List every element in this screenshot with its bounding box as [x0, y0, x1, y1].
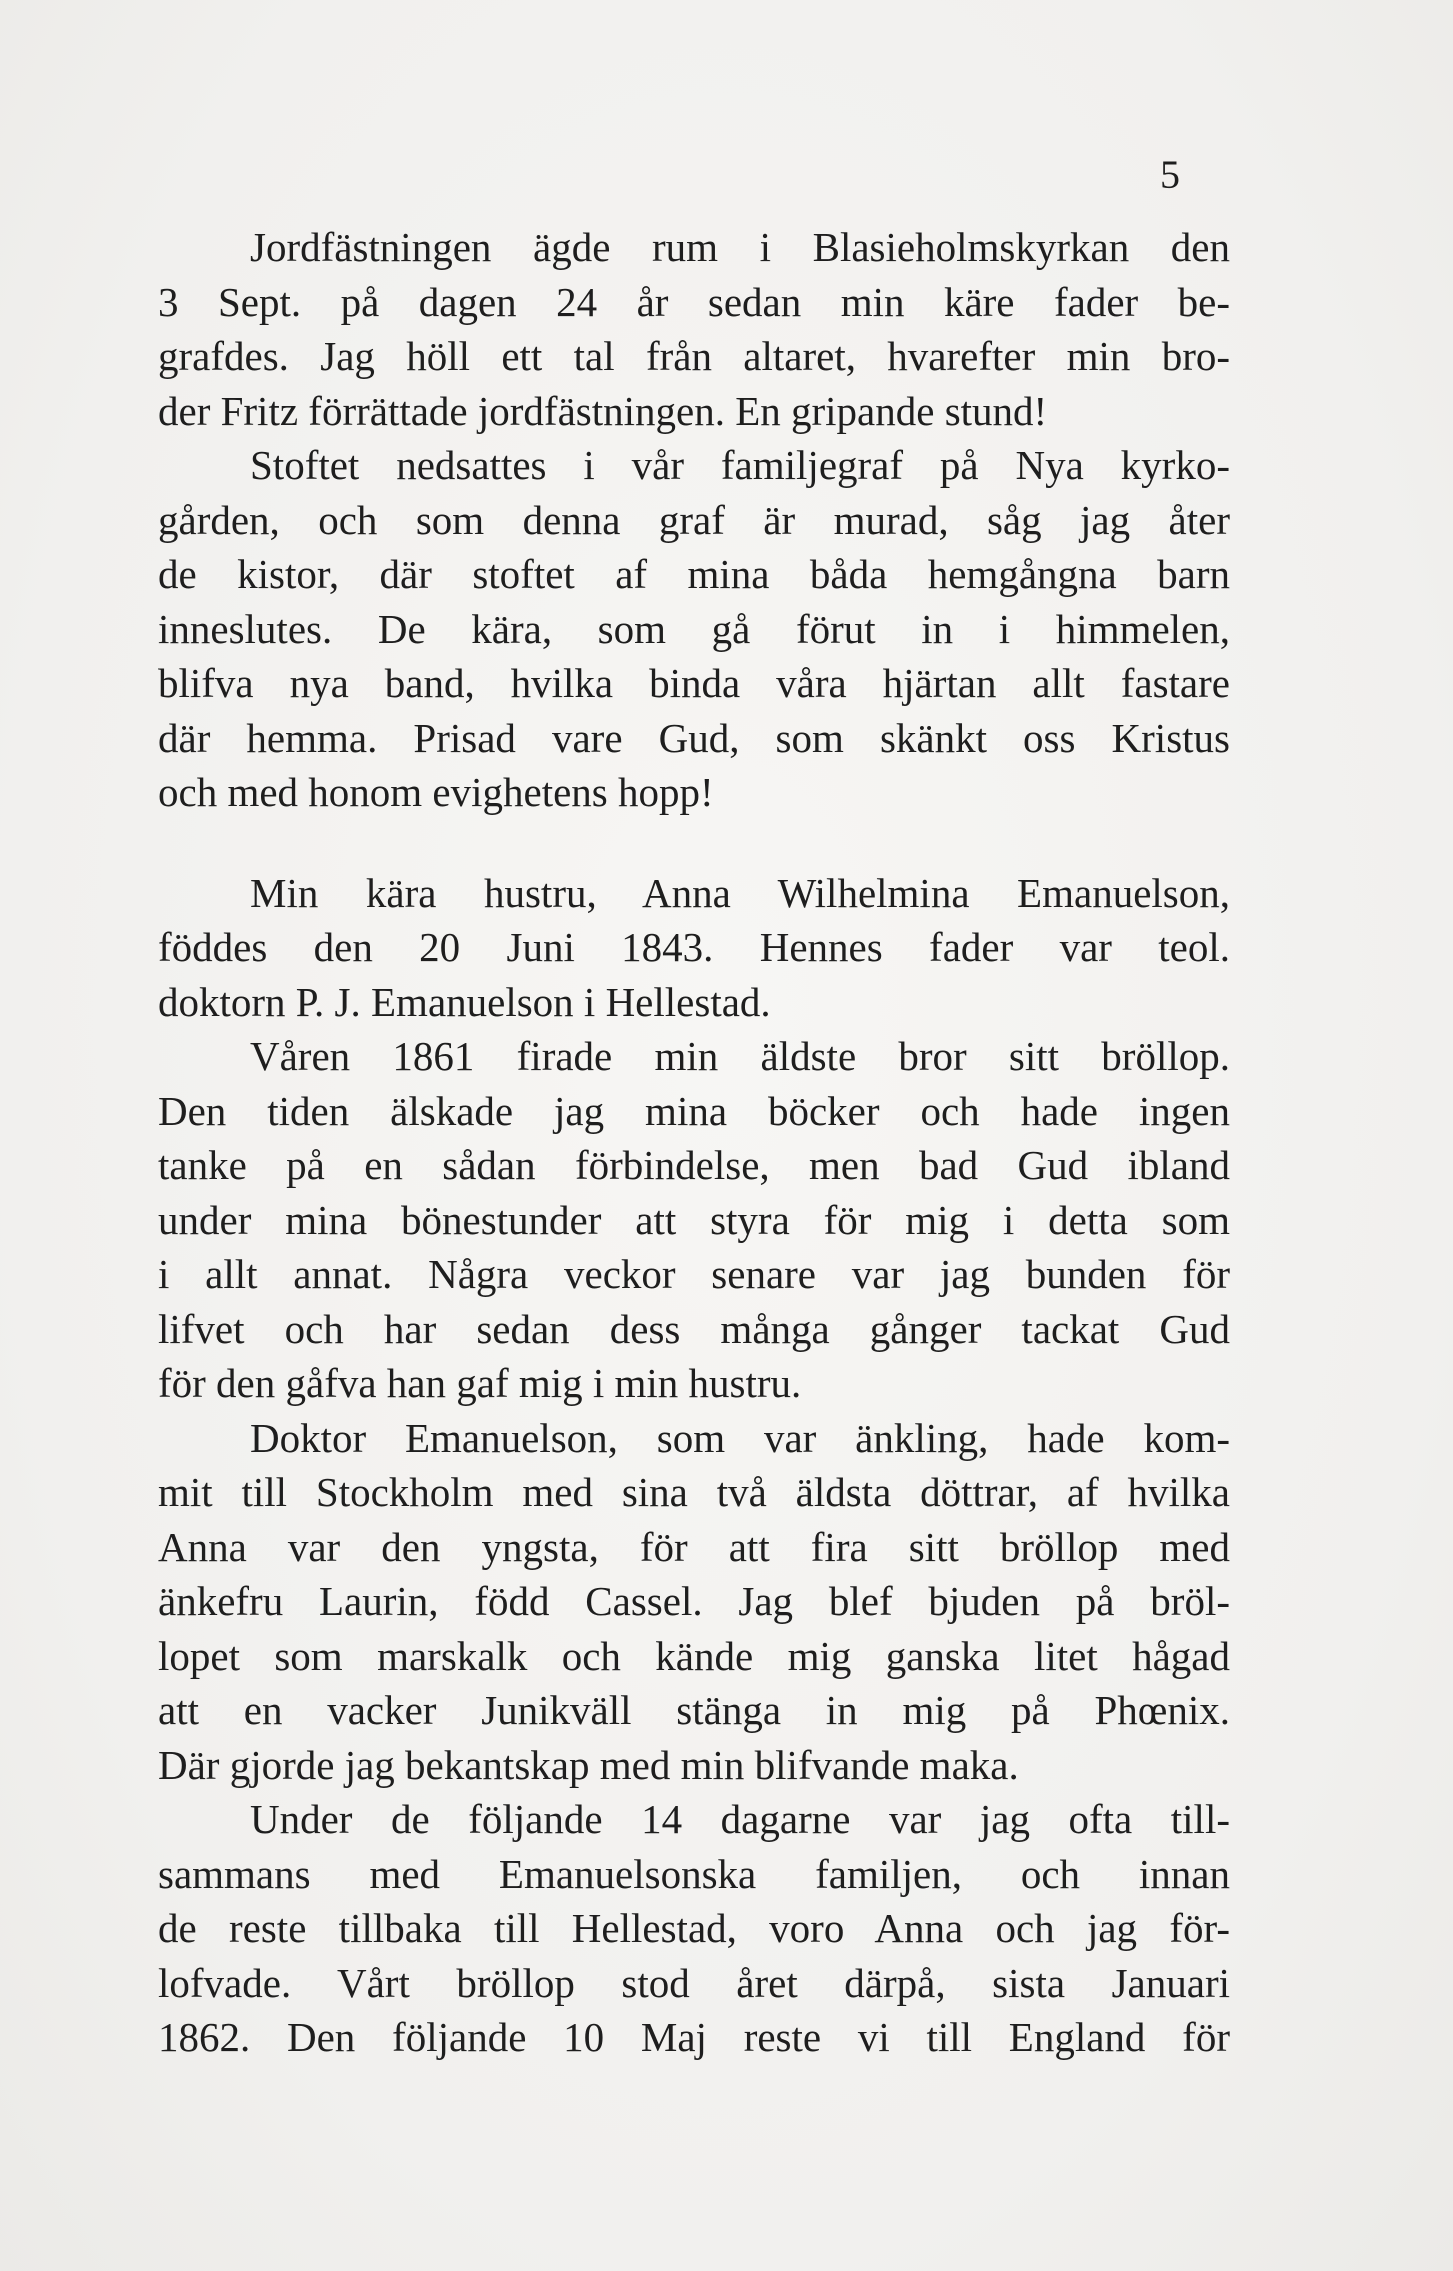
text-line: grafdes. Jag höll ett tal från altaret, hvarefter min bro-: [158, 333, 1230, 379]
text-line: de reste tillbaka till Hellestad, voro Anna och jag för-: [158, 1905, 1230, 1951]
text-line: och med honom evighetens hopp!: [158, 769, 714, 815]
text-line: Våren 1861 firade min äldste bror sitt bröllop.: [250, 1033, 1230, 1079]
text-line: doktorn P. J. Emanuelson i Hellestad.: [158, 978, 771, 1025]
text-line: där hemma. Prisad vare Gud, som skänkt oss Kristus: [158, 714, 1230, 761]
text-line: i allt annat. Några veckor senare var jag bunden för: [158, 1251, 1230, 1297]
text-line: de kistor, där stoftet af mina båda hemgångna barn: [158, 551, 1230, 597]
text-line: änkefru Laurin, född Cassel. Jag blef bjuden på bröl-: [158, 1578, 1230, 1624]
text-line: under mina bönestunder att styra för mig i detta som: [158, 1196, 1230, 1243]
text-line: tanke på en sådan förbindelse, men bad Gud ibland: [158, 1142, 1230, 1188]
text-line: lofvade. Vårt bröllop stod året därpå, sista Januari: [158, 1959, 1230, 2006]
text-line: Jordfästningen ägde rum i Blasieholmskyrkan den: [250, 224, 1230, 270]
text-line: sammans med Emanuelsonska familjen, och innan: [158, 1850, 1230, 1897]
text-line: 3 Sept. på dagen 24 år sedan min käre fader be-: [158, 278, 1230, 325]
paragraph-gap: [158, 820, 1230, 866]
body-text: [158, 220, 1230, 2065]
text-line: mit till Stockholm med sina två äldsta döttrar, af hvilka: [158, 1469, 1230, 1515]
text-line: Under de följande 14 dagarne var jag ofta till-: [250, 1796, 1230, 1842]
page-number: 5: [1160, 152, 1180, 197]
text-line: Den tiden älskade jag mina böcker och hade ingen: [158, 1087, 1230, 1134]
text-line: Där gjorde jag bekantskap med min blifvande maka.: [158, 1741, 1019, 1788]
text-line: inneslutes. De kära, som gå förut in i himmelen,: [158, 605, 1230, 652]
text-line: för den gåfva han gaf mig i min hustru.: [158, 1360, 802, 1406]
text-line: föddes den 20 Juni 1843. Hennes fader var teol.: [158, 924, 1230, 970]
text-line: gården, och som denna graf är murad, såg jag åter: [158, 496, 1230, 543]
text-line: Doktor Emanuelson, som var änkling, hade kom-: [250, 1414, 1230, 1461]
text-line: der Fritz förrättade jordfästningen. En gripande stund!: [158, 387, 1048, 434]
text-line: blifva nya band, hvilka binda våra hjärtan allt fastare: [158, 660, 1230, 706]
text-line: Stoftet nedsattes i vår familjegraf på Nya kyrko-: [250, 442, 1230, 488]
text-line: lopet som marskalk och kände mig ganska litet hågad: [158, 1632, 1230, 1679]
text-line: lifvet och har sedan dess många gånger tackat Gud: [158, 1305, 1230, 1352]
text-line: att en vacker Junikväll stänga in mig på Phœnix.: [158, 1687, 1230, 1733]
text-line: 1862. Den följande 10 Maj reste vi till England för: [158, 2014, 1230, 2060]
text-line: Anna var den yngsta, för att fira sitt bröllop med: [158, 1523, 1230, 1570]
text-line: Min kära hustru, Anna Wilhelmina Emanuelson,: [250, 869, 1230, 916]
